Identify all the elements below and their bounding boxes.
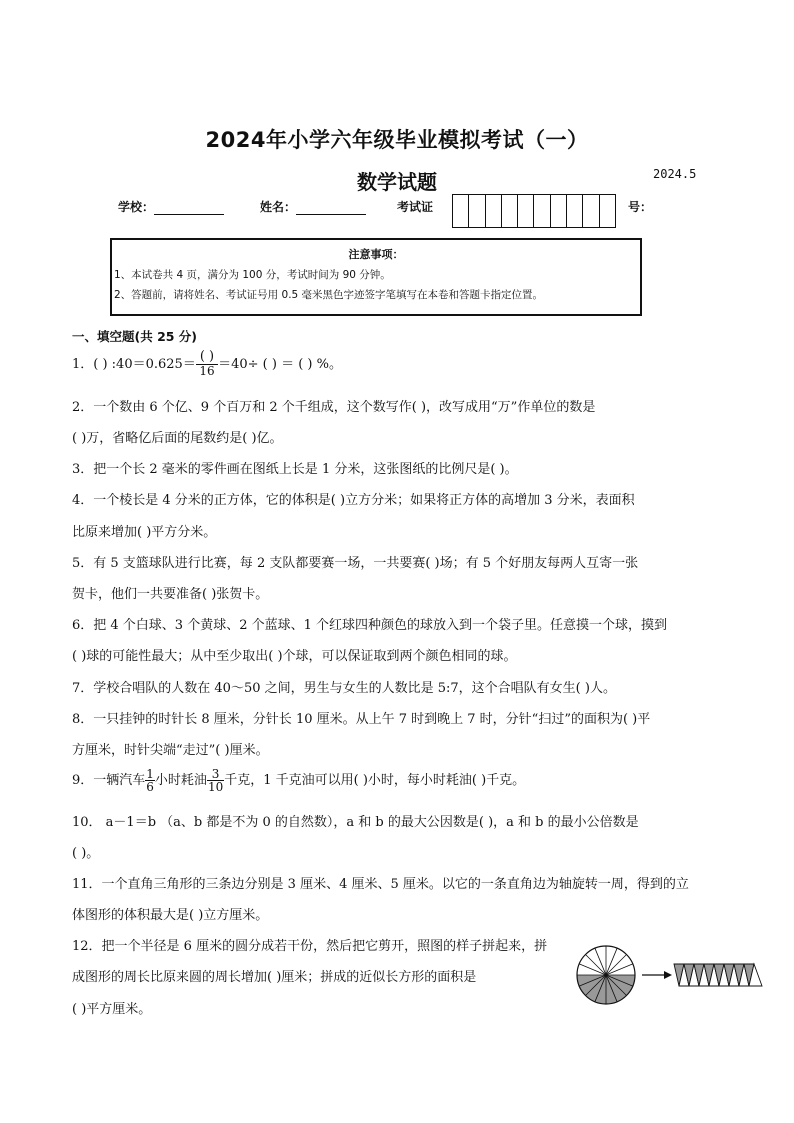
question-11-line-1: 11．一个直角三角形的三条边分别是 3 厘米、4 厘米、5 厘米。以它的一条直角边为轴旋转一周，得到的立 <box>72 877 689 892</box>
school-blank[interactable] <box>154 202 224 215</box>
question-2-line-1: 2．一个数由 6 个亿、9 个百万和 2 个千组成，这个数写作( )，改写成用“万”作单位的数是 <box>72 400 596 415</box>
q9-part-a: 9．一辆汽车 <box>72 773 146 788</box>
question-2-line-2: ( )万，省略亿后面的尾数约是( )亿。 <box>72 431 283 446</box>
name-label: 姓名： <box>260 200 297 214</box>
q9-f2-den: 10 <box>207 780 224 794</box>
school-label: 学校： <box>118 200 155 214</box>
question-10-line-2: ( )。 <box>72 846 100 861</box>
question-12-line-1: 12．把一个半径是 6 厘米的圆分成若干份，然后把它剪开，照图的样子拼起来，拼 <box>72 939 548 954</box>
question-11-line-2: 体图形的体积最大是( )立方厘米。 <box>72 908 269 923</box>
question-5-line-1: 5．有 5 支篮球队进行比赛，每 2 支队都要赛一场，一共要赛( )场；有 5 个好朋友每两人互寄一张 <box>72 556 639 571</box>
q1-frac-num: ( ) <box>196 350 218 365</box>
question-8-line-1: 8．一只挂钟的时针长 8 厘米，分针长 10 厘米。从上午 7 时到晚上 7 时，分针“扫过”的面积为( )平 <box>72 712 651 727</box>
question-4-line-1: 4．一个棱长是 4 分米的正方体，它的体积是( )立方分米；如果将正方体的高增加 3 分米，表面积 <box>72 493 635 508</box>
number-label: 号： <box>628 200 653 214</box>
name-field <box>260 198 366 215</box>
question-5-line-2: 贺卡，他们一共要准备( )张贺卡。 <box>72 587 269 602</box>
question-8-line-2: 方厘米，时针尖端“走过”( )厘米。 <box>72 743 269 758</box>
question-12-line-3: ( )平方厘米。 <box>72 1002 152 1017</box>
q9-fraction-2 <box>207 768 224 793</box>
question-12-line-2: 成图形的周长比原来圆的周长增加( )厘米；拼成的近似长方形的面积是 <box>72 970 477 985</box>
approximate-rectangle <box>674 964 762 986</box>
question-7: 7．学校合唱队的人数在 40～50 之间，男生与女生的人数比是 5:7，这个合唱队有女生( )人。 <box>72 681 616 696</box>
q9-part-b: 小时耗油 <box>154 773 207 788</box>
question-6-line-2: ( )球的可能性最大；从中至少取出( )个球，可以保证取到两个颜色相同的球。 <box>72 649 517 664</box>
circle-to-rectangle-figure <box>576 944 776 1010</box>
q9-f1-num: 1 <box>146 767 154 781</box>
q1-part-b: ＝40÷ ( ) ＝ ( ) %。 <box>218 356 342 372</box>
exam-title: 2024年小学六年级毕业模拟考试（一） <box>205 128 589 152</box>
q9-f1-den: 6 <box>146 780 154 794</box>
q9-fraction-1 <box>145 768 155 793</box>
section-title: 一、填空题(共 25 分) <box>72 329 198 344</box>
question-10-line-1: 10． a－1＝b （a、b 都是不为 0 的自然数），a 和 b 的最大公因数是( )，a 和 b 的最小公倍数是 <box>72 815 639 830</box>
notice-item-1: 1、本试卷共 4 页，满分为 100 分，考试时间为 90 分钟。 <box>114 269 391 281</box>
notice-item-2: 2、答题前，请将姓名、考试证号用 0.5 毫米黑色字迹签字笔填写在本卷和答题卡指定位置。 <box>114 289 544 301</box>
q9-part-c: 千克，1 千克油可以用( )小时，每小时耗油( )千克。 <box>224 773 526 788</box>
notice-heading: 注意事项： <box>348 248 404 261</box>
question-6-line-1: 6．把 4 个白球、3 个黄球、2 个蓝球、1 个红球四种颜色的球放入到一个袋子里。任意摸一个球，摸到 <box>72 618 668 633</box>
q1-fraction <box>196 350 218 378</box>
question-3: 3．把一个长 2 毫米的零件画在图纸上长是 1 分米，这张图纸的比例尺是( )。 <box>72 462 518 477</box>
name-blank[interactable] <box>296 202 366 215</box>
exam-id-grid[interactable] <box>452 194 616 228</box>
exam-id-label: 考试证 <box>397 200 434 214</box>
q9-f2-num: 3 <box>207 768 224 781</box>
arrow-right-icon <box>642 971 672 979</box>
divided-circle <box>577 946 635 1004</box>
question-9 <box>72 768 525 793</box>
q1-frac-den: 16 <box>199 364 215 379</box>
exam-subtitle: 数学试题 <box>357 170 437 194</box>
q1-part-a: 1．( ) :40＝0.625＝ <box>72 356 196 372</box>
exam-date: 2024.5 <box>653 167 697 181</box>
notice-box <box>110 238 642 316</box>
question-1 <box>72 350 342 378</box>
school-field <box>118 198 224 215</box>
question-4-line-2: 比原来增加( )平方分米。 <box>72 525 217 540</box>
